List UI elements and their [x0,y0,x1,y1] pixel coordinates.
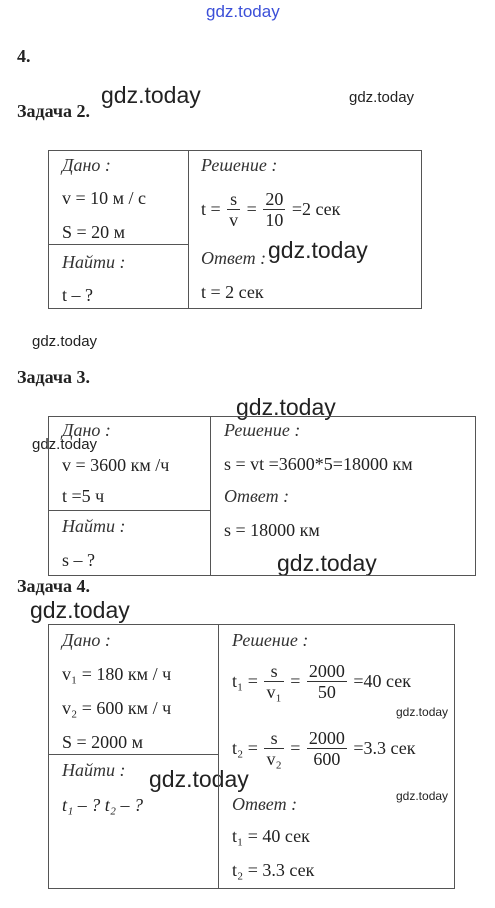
task4-given-label: Дано : [62,630,111,650]
formula-lhs: t = [201,199,221,219]
task4-find-label: Найти : [62,760,126,780]
task4-solution-label: Решение : [232,630,309,650]
watermark: gdz.today [32,436,98,453]
task4-title: Задача 4. [17,576,91,596]
watermark: gdz.today [32,333,98,350]
task2-formula: t = $\frac{s}{v}$ = $\frac{20}{10}$ =2 сек [201,189,341,230]
task4-formula-1: t₁ = $\frac{s}{\text{v₁}}$ = $\frac{2000}{50}$ =40 сек [232,661,411,702]
watermark: gdz.today [277,550,377,576]
formula-result: =40 сек [353,671,411,691]
task2-find: t – ? [62,285,93,305]
task3-find-label: Найти : [62,516,126,536]
task2-title: Задача 2. [17,101,91,121]
watermark: gdz.today [268,237,368,263]
watermark-top: gdz.today [206,2,280,21]
task3-given-1: v = 3600 км /ч [62,455,170,475]
task4-given-1: v₁ = 180 км / ч [62,664,172,684]
task3-answer: s = 18000 км [224,520,320,540]
task3-title: Задача 3. [17,367,91,387]
formula-result: =2 сек [291,199,341,219]
fraction-numerator: 2000 [308,728,345,748]
watermark: gdz.today [396,705,449,719]
watermark: gdz.today [101,82,201,108]
task4-answer-2: t₂ = 3.3 сек [232,860,315,880]
task2-solution-label: Решение : [201,155,278,175]
fraction-denominator: 50 [317,682,336,702]
task2-given-label: Дано : [62,155,111,175]
formula-lhs: t₂ = [232,738,258,758]
watermark: gdz.today [349,89,415,106]
task2-answer: t = 2 сек [201,282,264,302]
task3-formula: s = vt =3600*5=18000 км [224,454,413,474]
watermark: gdz.today [396,789,449,803]
fraction-denominator: v₂ [266,749,282,769]
fraction-numerator: s [264,728,283,749]
fraction-numerator: s [227,189,240,210]
watermark: gdz.today [149,766,249,792]
task4-find: t₁ – ? t₂ – ? [62,795,144,815]
task3-answer-label: Ответ : [224,486,290,506]
task4-given-3: S = 2000 м [62,732,144,752]
watermark: gdz.today [30,597,130,623]
formula-lhs: t₁ = [232,671,258,691]
task2-given-1: v = 10 м / с [62,188,147,208]
task3-given-label: Дано : [62,420,111,440]
fraction-denominator: 600 [313,749,341,769]
page-number: 4. [17,46,31,66]
fraction-numerator: 20 [265,189,284,209]
task2-given-2: S = 20 м [62,222,126,242]
fraction-numerator: 2000 [308,661,345,681]
fraction-numerator: s [264,661,283,682]
fraction-denominator: v₁ [266,682,282,702]
task4-answer-label: Ответ : [232,794,298,814]
task3-solution-label: Решение : [224,420,301,440]
watermark: gdz.today [236,394,336,420]
task2-find-label: Найти : [62,252,126,272]
task4-given-2: v₂ = 600 км / ч [62,698,172,718]
task3-given-2: t =5 ч [62,486,105,506]
task4-answer-1: t₁ = 40 сек [232,826,310,846]
formula-result: =3.3 сек [353,738,416,758]
task3-find: s – ? [62,550,95,570]
fraction-denominator: v [229,210,239,230]
fraction-denominator: 10 [265,210,284,230]
task4-formula-2: t₂ = $\frac{s}{\text{v₂}}$ = $\frac{2000}{600}$ =3.3 сек [232,728,416,769]
task2-answer-label: Ответ : [201,248,267,268]
